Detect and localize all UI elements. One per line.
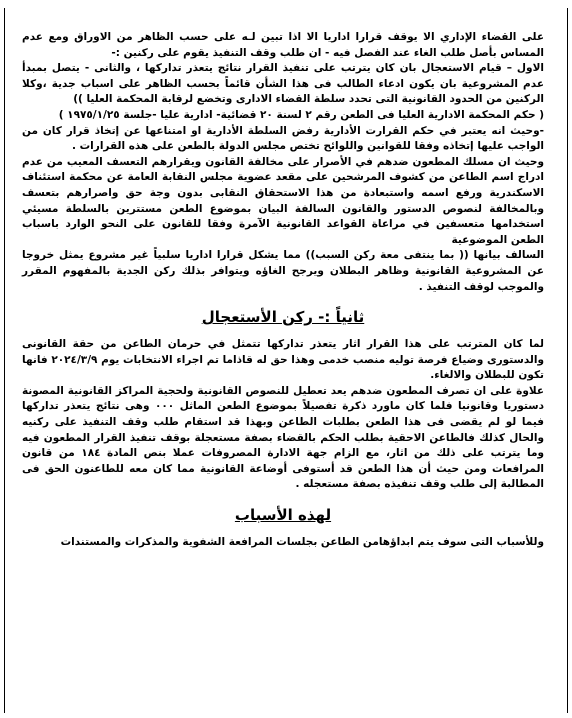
section-title-urgency: ثانياً :- ركن الأستعجال <box>201 308 365 327</box>
paragraph: على القضاء الإداري الا يوقف قرارا اداريا الا اذا تبين لـه على حسب الظاهر من الاوراق ومع عدم المساس بأصل طلب الغاء عند الفصل فيه - ان طلب وقف التنفيذ يقوم على ركنين :- <box>22 31 544 59</box>
paragraph: لما كان المترتب على هذا القرار اثار يتعذر تداركها تتمثل في حرمان الطاعن من حقة القانونى والدستورى وضياع فرصة توليه منصب خدمى وهذا حق له قاذاما تم اجراء الانتخابات يوم ٢٠٢٤/٣/٩ فانها تكون للبطلان والالغاء. <box>22 338 544 382</box>
section-urgency <box>22 337 544 493</box>
section-title-reasons: لهذه الأسباب <box>234 506 332 525</box>
paragraph: الاول – قيام الاستعجال بان كان يترتب على تنفيذ القرار نتائج يتعذر تداركها ، والثانى - يتصل بمبدأ عدم المشروعية بان يكون ادعاء الطالب فى هذا الشأن قائماً بحسب الظاهر على اسباب جدية ،وكلا الركنين من الحدود القانونية التى تحدد سلطة القضاء الادارى وتخضع لرقابة المحكمة العليا )) <box>22 62 544 106</box>
paragraph: -وحيث انه يعتبر في حكم القرارت الأدارية رفض السلطة الأدارية او امتناعها عن إتخاذ قرار كان من الواجب عليها إتخاذه وفقا للقوانين واللوائح تختص مجلس الدولة بالطعن على هذه القرارات . <box>22 124 544 153</box>
section-requests-grounds <box>22 30 544 295</box>
section-reasons <box>22 535 544 551</box>
paragraph: السالف بيانها (( بما ينتفى معة ركن السبب)) مما يشكل قرارا اداريا سلبياً غير مشروع يمثل خروجا عن المشروعية القانونية وظاهر البطلان ويرجح الغاؤه ويتوافر بذلك ركن الجدية بالمفهوم المقرر والموجب لوقف التنفيذ . <box>22 249 544 293</box>
paragraph: وحيث ان مسلك المطعون ضدهم في الأصرار على مخالفة القانون ويقرارهم التعسف المعيب من عدم ادراج اسم الطاعن من كشوف المرشحين على مقعد عضوية مجلس النقابة العامة عن محكمة استئناف الاسكندرية ورفع اسمه واستبعادة من هذا الاستحقاق النقابى بدون وجة حق واصرارهم بتعسف وبالمخالفة لنصوص الدستور والقانون السالفة البيان بموضوع الطعن مستترين بالسلطة مسيئي استخدامها متعسفين في مراعاة القواعد القانونية الآمرة وفقا للقانون على النحو الوارد باسباب الطعن الموضوعية <box>22 155 544 246</box>
paragraph: ( حكم المحكمة الادارية العليا فى الطعن رقم ٢ لسنة ٢٠ قضائية- ادارية عليا -جلسة ١٩٧٥/١/٢٥ ) <box>58 108 544 121</box>
page-border-right <box>567 8 568 713</box>
paragraph: علاوة على ان تصرف المطعون ضدهم يعد تعطيل للنصوص القانونية ولحجية المراكز القانونية المصونة دستوريا وقانونيا فلما كان ماورد ذكرة تفصيلاً بموضوع الطعن الماثل ٠٠٠ وهى نتائج يتعذر تداركها فيما لو لم يقضى فى هذا الطعن بطلبات الطاعن وبهذا قد استقام طلب وقف التنفيذ على ركنيه والحال كذلك فالطاعن الاحقية بطلب الحكم بالقضاء بصفة مستعجلة بوقف تنفيذ القرار المطعون فيه وما يترتب على ذلك من اثار، مع الزام جهة الادارة المصروفات عملا بنص المادة ١٨٤ من قانون المرافعات ومن حيث أن هذا الطعن قد أستوفى أوضاعة القانونية مما كان معه للطاعنون الحق فى المطالبة إلى طلب وقف تنفيذه بصفة مستعجله . <box>22 384 544 491</box>
page-border-left <box>4 8 5 713</box>
paragraph: وللأسباب التى سوف يتم ابداؤهامن الطاعن بجلسات المرافعة الشفوية والمذكرات والمستندات <box>60 536 544 549</box>
